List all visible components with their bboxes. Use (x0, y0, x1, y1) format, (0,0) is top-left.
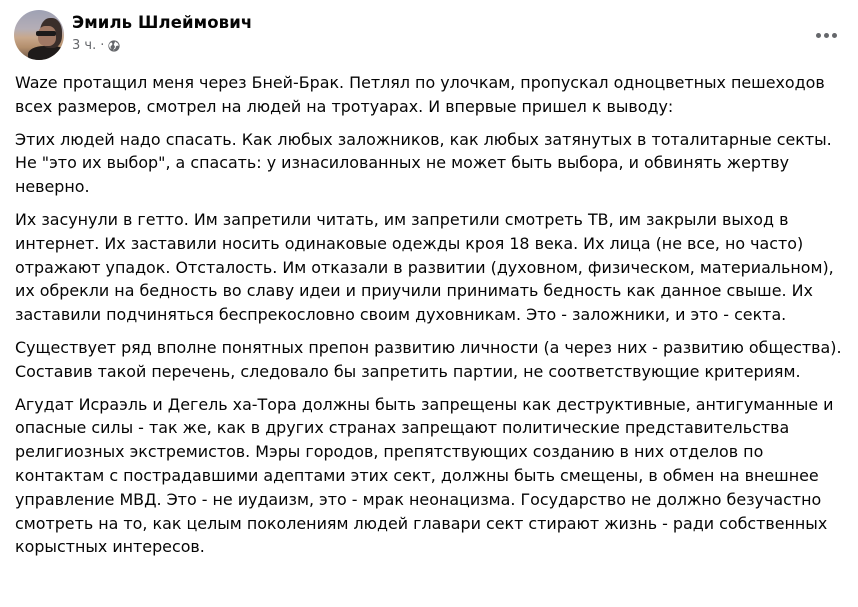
post-timestamp-link[interactable]: 3 ч. (72, 38, 97, 53)
more-horizontal-icon (832, 33, 837, 38)
avatar-figure-body (28, 46, 64, 60)
post-paragraph: Waze протащил меня через Бней-Брак. Петлял по улочкам, пропускал одноцветных пешеходов всех размеров, смотрел на людей на тротуарах. И впервые пришел к выводу: (15, 73, 825, 116)
author-name-link[interactable]: Эмиль Шлеймович (72, 13, 253, 32)
more-horizontal-icon (816, 33, 821, 38)
more-options-button[interactable] (808, 24, 844, 46)
post-text (15, 71, 850, 568)
meta-separator: · (100, 38, 105, 53)
post-paragraph: Этих людей надо спасать. Как любых заложников, как любых затянутых в тоталитарные секты. Не "это их выбор", а спасать: у изнасилованных не может быть выбора, и обвинять жертву неверно. (15, 129, 832, 197)
post-paragraph: Существует ряд вполне понятных препон развитию личности (а через них - развитию общества). Составив такой перечень, следовало бы запретить партии, не соответствующие критериям. (15, 337, 842, 381)
avatar-figure-glasses (36, 31, 56, 36)
post-paragraph: Их засунули в гетто. Им запретили читать, им запретили смотреть ТВ, им закрыли выход в интернет. Их заставили носить одинаковые одежды кроя 18 века. Их лица (не все, но часто) отражают упадок. Отсталость. Им отказали в развитии (духовном, физическом, материальном), их обрекли на бедность во славу идеи и приучили принимать бедность как данное свыше. Их заставили подчиняться беспрекословно своим духовникам. Это - заложники, и это - секта. (15, 209, 834, 325)
post-header (14, 10, 858, 62)
post-paragraph: Агудат Исраэль и Дегель ха-Тора должны быть запрещены как деструктивные, антигуманные и опасные силы - так же, как в других странах запрещают политические представительства религиозных экстремистов. Мэры городов, препятствующих созданию в них отделов по контактам с пострадавшими адептами этих сект, должны быть смещены, в обмен на внешнее управление МВД. Это - не иудаизм, это - мрак неонацизма. Государство не должно безучастно смотреть на то, как целым поколениям людей главари сект стирают жизнь - ради собственных корыстных интересов. (15, 394, 834, 557)
more-horizontal-icon (824, 33, 829, 38)
author-avatar[interactable] (14, 10, 64, 60)
globe-icon[interactable] (108, 40, 120, 52)
avatar-figure-face (38, 26, 56, 46)
post-meta (72, 38, 120, 53)
